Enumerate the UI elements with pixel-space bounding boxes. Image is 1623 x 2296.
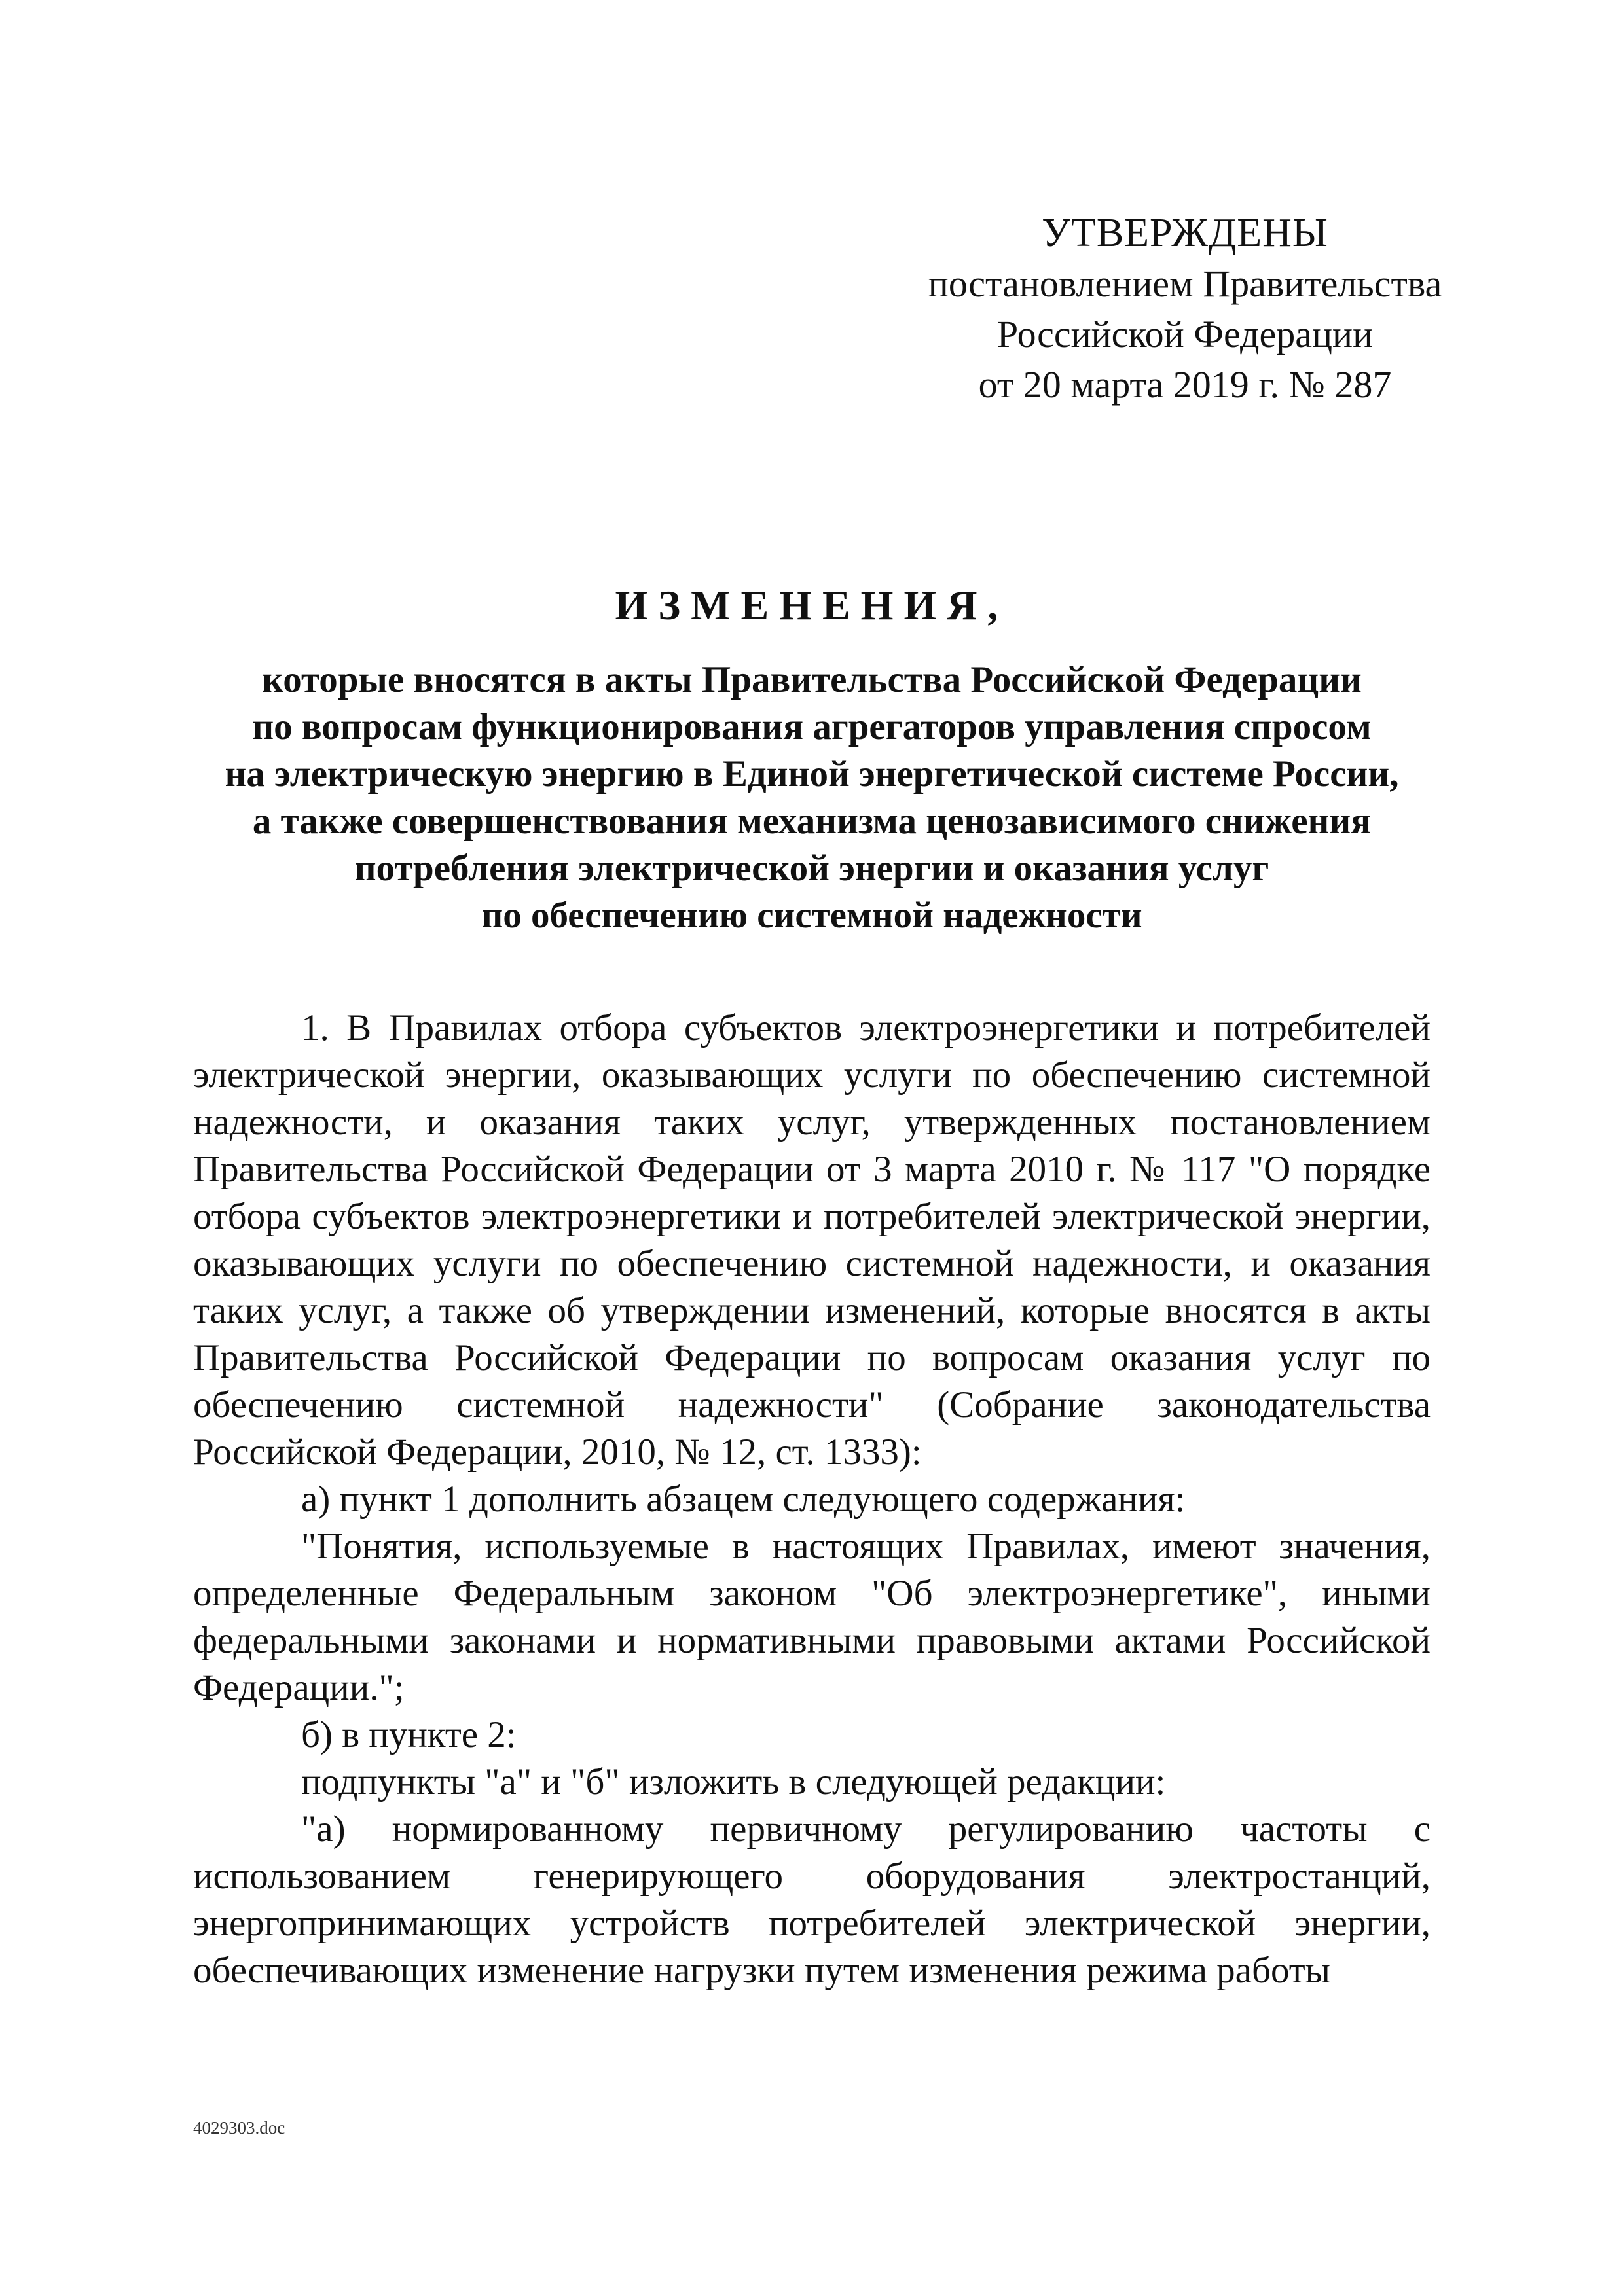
approval-block bbox=[877, 208, 1493, 410]
heading-line: на электрическую энергию в Единой энергетической системе России, bbox=[225, 753, 1399, 795]
document-heading bbox=[157, 579, 1467, 939]
heading-line: которые вносятся в акты Правительства Российской Федерации bbox=[262, 659, 1362, 700]
paragraph-2: а) пункт 1 дополнить абзацем следующего содержания: bbox=[301, 1479, 1186, 1520]
approval-line-1: постановлением Правительства bbox=[928, 262, 1442, 305]
approval-title: УТВЕРЖДЕНЫ bbox=[1042, 211, 1328, 255]
heading-subtitle bbox=[157, 656, 1467, 939]
approval-line-2: Российской Федерации bbox=[996, 313, 1374, 355]
heading-line: по обеспечению системной надежности bbox=[481, 895, 1142, 936]
heading-title: ИЗМЕНЕНИЯ, bbox=[615, 582, 1009, 628]
heading-line: по вопросам функционирования агрегаторов управления спросом bbox=[252, 706, 1372, 747]
paragraph-3: "Понятия, используемые в настоящих Правилах, имеют значения, определенные Федеральным законом "Об электроэнергетике", иными федеральными законами и нормативными правовыми актами Российской Федерации."; bbox=[193, 1526, 1431, 1708]
paragraph-4: б) в пункте 2: bbox=[301, 1714, 517, 1755]
paragraph-5: подпункты "а" и "б" изложить в следующей редакции: bbox=[301, 1761, 1166, 1803]
heading-line: потребления электрической энергии и оказания услуг bbox=[354, 848, 1269, 889]
approval-line-3: от 20 марта 2019 г. № 287 bbox=[978, 363, 1392, 406]
heading-line: а также совершенствования механизма ценозависимого снижения bbox=[252, 800, 1372, 842]
paragraph-6: "а) нормированному первичному регулированию частоты с использованием генерирующего оборудования электростанций, энергопринимающих устройств потребителей электрической энергии, обеспечивающих изменение нагрузки путем изменения режима работы bbox=[193, 1808, 1431, 1991]
document-body bbox=[193, 1005, 1431, 1994]
document-id-footer: 4029303.doc bbox=[193, 2118, 285, 2138]
paragraph-1: 1. В Правилах отбора субъектов электроэнергетики и потребителей электрической энергии, оказывающих услуги по обеспечению системной надежности, и оказания таких услуг, утвержденных постановлением Правительства Российской Федерации от 3 марта 2010 г. № 117 "О порядке отбора субъектов электроэнергетики и потребителей электрической энергии, оказывающих услуги по обеспечению системной надежности, и оказания таких услуг, а также об утверждении изменений, которые вносятся в акты Правительства Российской Федерации по вопросам оказания услуг по обеспечению системной надежности" (Собрание законодательства Российской Федерации, 2010, № 12, ст. 1333): bbox=[193, 1007, 1431, 1473]
